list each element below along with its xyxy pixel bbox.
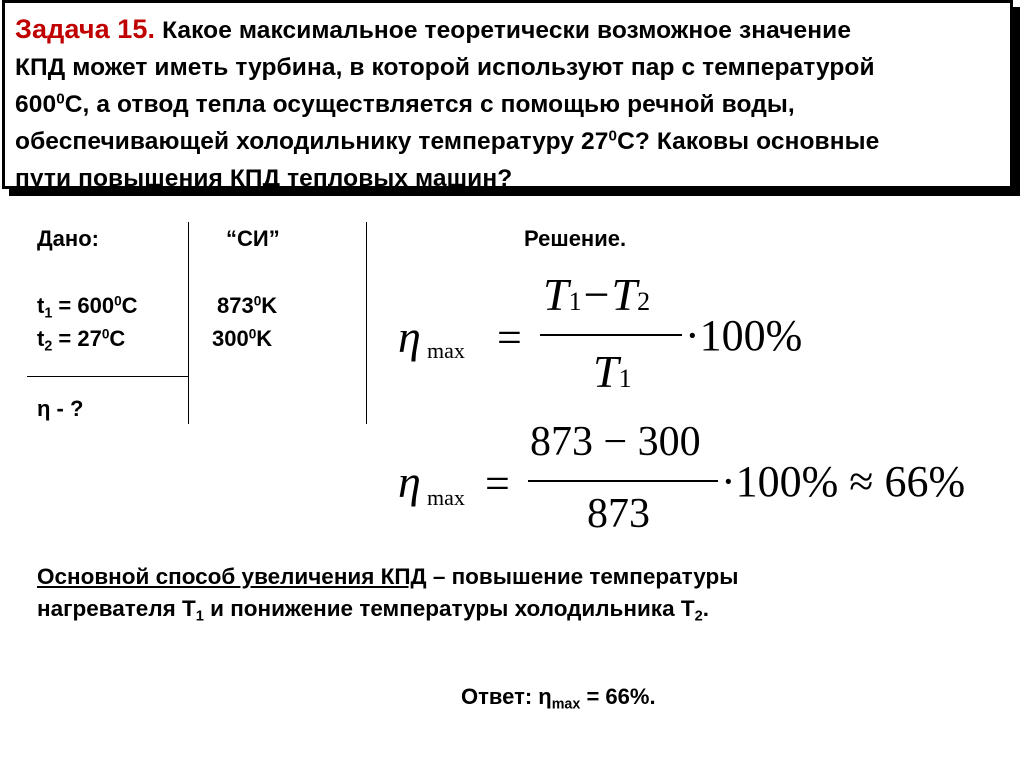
task-text-4: обеспечивающей холодильнику температуру 27	[15, 128, 609, 155]
degree-sup: 0	[101, 326, 110, 342]
column-divider-1	[188, 222, 189, 424]
degree-sup: 0	[114, 293, 122, 309]
si-v2-value: 300	[212, 326, 249, 351]
degree-sup: 0	[253, 293, 262, 309]
method-rest: – повышение температуры	[426, 564, 739, 589]
method-line-1	[37, 561, 738, 593]
equals-sign: =	[485, 459, 510, 508]
given-t1	[37, 293, 138, 322]
t2-symbol: T	[611, 269, 638, 320]
minus-sign: −	[583, 269, 610, 320]
t2-sub: 2	[637, 287, 651, 316]
answer-value: = 66%.	[580, 684, 656, 709]
t2-unit: C	[109, 326, 126, 351]
answer-label: Ответ: η	[461, 684, 552, 709]
eta-symbol: η	[398, 456, 421, 507]
formula-numerator	[543, 268, 650, 321]
t1-symbol: T	[593, 346, 619, 397]
fraction-bar	[528, 480, 718, 482]
method-lead: Основной способ увеличения КПД	[37, 564, 427, 589]
si-v1	[217, 293, 277, 319]
given-unknown: η - ?	[37, 396, 84, 421]
given-header: Дано:	[37, 226, 99, 251]
task-statement	[2, 0, 1013, 192]
t1-symbol: T	[543, 269, 569, 320]
task-line-1	[15, 11, 1000, 49]
task-text-4b: С? Каковы основные	[617, 128, 880, 155]
method-text-2b: и понижение температуры холодильника Т	[203, 596, 695, 621]
fraction-bar	[540, 334, 682, 336]
t2-symbol: t	[37, 326, 45, 351]
method-text-2a: нагревателя Т	[37, 596, 196, 621]
task-line-3	[15, 86, 1000, 123]
t1-unit: C	[121, 293, 138, 318]
si-v2-unit: K	[256, 326, 273, 351]
si-v1-unit: K	[261, 293, 278, 318]
temp-value: 600	[15, 91, 57, 118]
task-line-2: КПД может иметь турбина, в которой используют пар с температурой	[15, 54, 875, 81]
eta-symbol: η	[398, 311, 421, 362]
eta-sub: max	[551, 696, 581, 713]
si-v1-value: 873	[217, 293, 254, 318]
task-line-4	[15, 123, 1000, 160]
task-text-3: С, а отвод тепла осуществляется с помощью речной воды,	[64, 91, 795, 118]
given-divider	[27, 376, 189, 377]
si-header: “СИ”	[226, 226, 280, 251]
t2-value: = 27	[52, 326, 102, 351]
solution-header: Решение.	[524, 226, 627, 251]
degree-sup: 0	[608, 127, 618, 145]
t1-sub: 1	[44, 305, 53, 322]
task-text-1: Какое максимальное теоретически возможное значение	[162, 17, 852, 44]
answer	[461, 684, 656, 713]
t1-sub: 1	[195, 608, 204, 625]
given-t2	[37, 326, 126, 355]
period: .	[702, 596, 709, 621]
t1-sub: 1	[618, 364, 632, 393]
task-label: Задача 15.	[15, 14, 156, 44]
equals-sign: =	[497, 313, 522, 362]
si-v2	[212, 326, 272, 352]
t1-sub: 1	[568, 287, 582, 316]
eta-sub: max	[427, 338, 465, 363]
formula-denominator	[593, 345, 632, 398]
column-divider-2	[366, 222, 367, 424]
formula-result: ·100% ≈ 66%	[721, 457, 966, 506]
t2-sub: 2	[44, 338, 53, 355]
task-line-5: пути повышения КПД тепловых машин?	[15, 165, 513, 192]
formula-numerator: 873 − 300	[530, 419, 701, 465]
t2-sub: 2	[694, 608, 703, 625]
formula-denominator: 873	[587, 491, 650, 537]
degree-sup: 0	[248, 326, 257, 342]
method-line-2	[37, 593, 738, 625]
degree-sup: 0	[56, 90, 65, 108]
eta-sub: max	[427, 485, 465, 510]
formula-multiplier: ·100%	[685, 311, 803, 360]
method-text	[37, 561, 738, 625]
t1-symbol: t	[37, 293, 45, 318]
t1-value: = 600	[52, 293, 115, 318]
